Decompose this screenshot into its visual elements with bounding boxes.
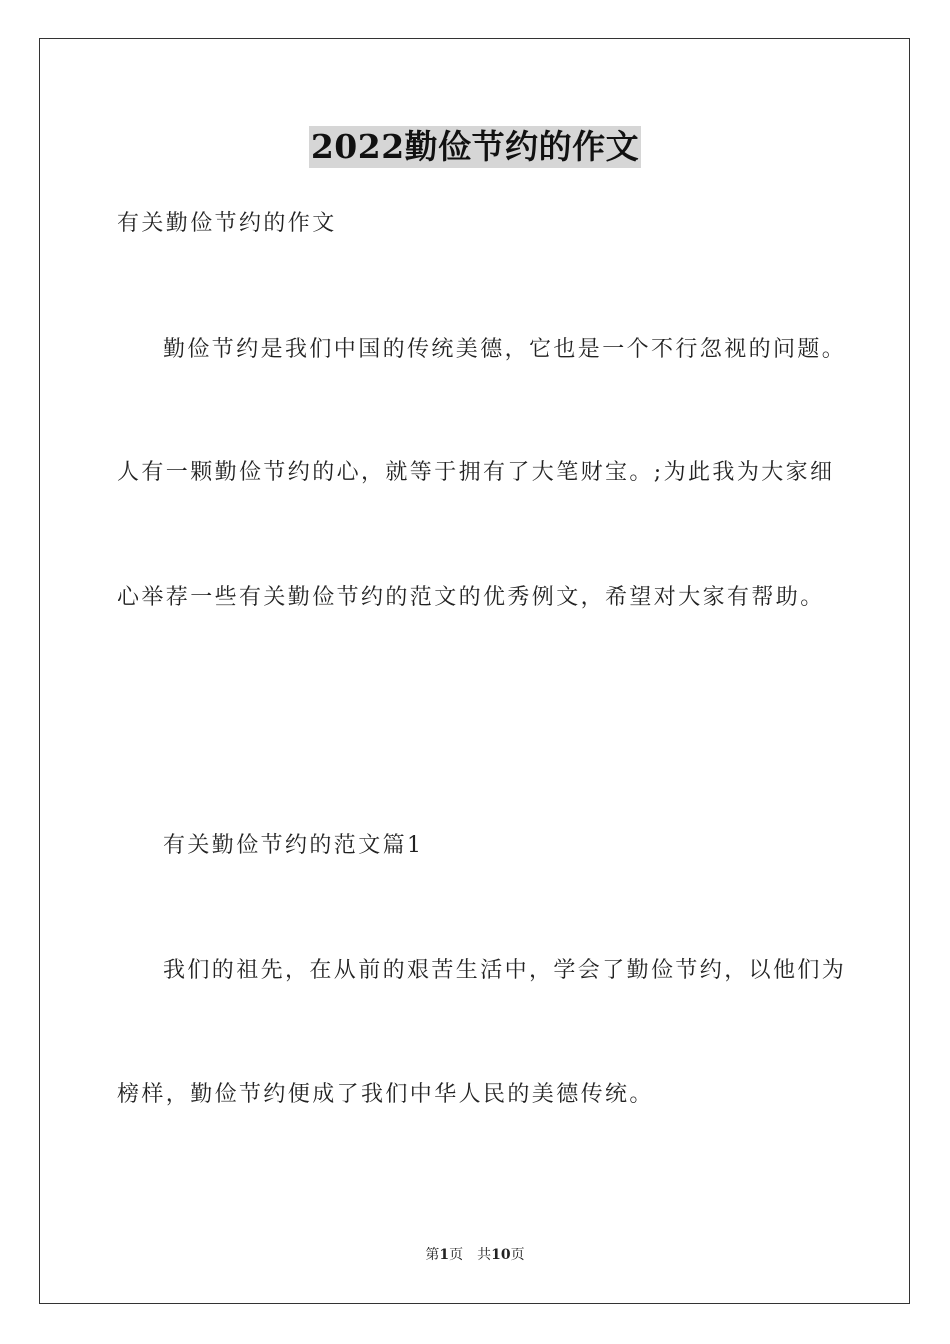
footer-total-prefix: 共 <box>477 1247 492 1263</box>
footer-page-current: 1 <box>439 1247 450 1263</box>
document-title: 2022勤俭节约的作文 <box>310 127 640 166</box>
paragraph-line: 我们的祖先，在从前的艰苦生活中，学会了勤俭节约，以他们为 <box>163 958 847 983</box>
section-heading: 有关勤俭节约的范文篇1 <box>163 833 424 858</box>
title-container <box>0 126 950 168</box>
footer-page-prefix: 第 <box>425 1247 440 1263</box>
paragraph-line: 人有一颗勤俭节约的心，就等于拥有了大笔财宝。;为此我为大家细 <box>117 460 835 485</box>
paragraph-line: 榜样，勤俭节约便成了我们中华人民的美德传统。 <box>117 1082 654 1107</box>
footer-page-total: 10 <box>491 1247 511 1263</box>
paragraph-line: 心举荐一些有关勤俭节约的范文的优秀例文，希望对大家有帮助。 <box>117 585 825 610</box>
footer-page-suffix: 页 <box>449 1247 464 1263</box>
footer-total-suffix: 页 <box>510 1247 525 1263</box>
paragraph-line: 勤俭节约是我们中国的传统美德，它也是一个不行忽视的问题。 <box>163 337 847 362</box>
subtitle-line: 有关勤俭节约的作文 <box>117 211 337 236</box>
page-footer <box>0 1245 950 1265</box>
